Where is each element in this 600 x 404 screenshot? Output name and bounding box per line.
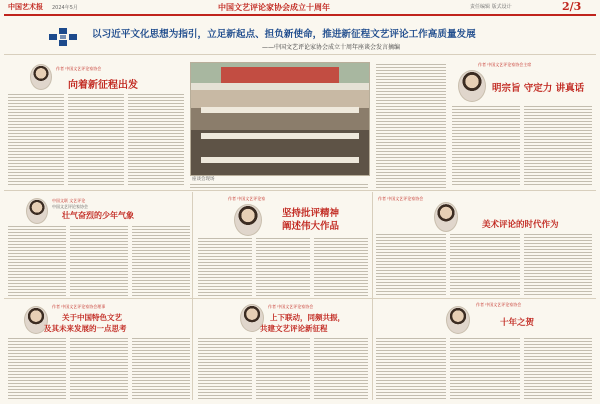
article-title-a3: 壮气奋烈的少年气象 [62, 210, 134, 220]
article-body-a3c [132, 226, 190, 296]
article-title-a6-line2: 及其未来发展的一点思考 [44, 324, 127, 333]
article-body-a4b [256, 238, 310, 296]
article-title-a4-line1: 坚持批评精神 [282, 208, 340, 219]
lead-title: 以习近平文化思想为指引，立足新起点、担负新使命，推进新征程文艺评论工作高质量发展 [92, 29, 476, 40]
masthead [0, 0, 600, 14]
article-body-a1c [128, 94, 184, 186]
lead-subtitle: ——中国文艺评论家协会成立十周年座谈会发言摘编 [262, 44, 401, 51]
article-body-a2b [524, 106, 592, 186]
lead-body-right [376, 64, 446, 188]
column-separator-left [192, 192, 193, 400]
article-body-a3b [70, 226, 128, 296]
masthead-rule [4, 14, 596, 16]
lead-rule [4, 54, 596, 55]
author-sub-a3: 中国文艺评论家协会 [52, 204, 88, 209]
article-body-a6c [132, 338, 190, 400]
logo-icon [48, 26, 78, 48]
author-tag-a4: 作者 中国文艺评论家 [228, 196, 266, 201]
column-separator-right [372, 192, 373, 400]
article-title-a4-line2: 阐述伟大作品 [282, 221, 340, 232]
author-tag-a7: 作者 中国文艺评论家协会 [268, 304, 314, 309]
author-avatar-a2 [458, 70, 486, 102]
article-title-a7-line2: 共建文艺评论新征程 [260, 324, 328, 333]
article-body-a4c [314, 238, 368, 296]
article-body-a6b [70, 338, 128, 400]
article-body-a1 [8, 94, 64, 186]
author-tag-a1: 作者 中国文艺评论家协会 [56, 66, 102, 71]
article-body-a4 [198, 238, 252, 296]
article-title-a8: 十年之贺 [500, 318, 535, 328]
article-title-a6-line1: 关于中国特色文艺 [62, 313, 122, 322]
author-tag-a6: 作者 中国文艺评论家协会理事 [52, 304, 106, 309]
photo-scene [191, 63, 369, 175]
article-body-a7c [314, 338, 368, 400]
lead-body [190, 184, 368, 188]
article-body-a5 [376, 234, 446, 296]
article-body-a8 [376, 338, 446, 400]
author-avatar-a1 [30, 64, 52, 90]
article-body-a6 [8, 338, 66, 400]
row2-rule [4, 298, 596, 299]
article-body-a5b [450, 234, 520, 296]
date-line: 2024年5月 [52, 5, 78, 11]
article-body-a1b [68, 94, 124, 186]
article-body-a7b [256, 338, 310, 400]
author-tag-a5: 作者 中国文艺评论家协会 [378, 196, 424, 201]
article-title-a2: 明宗旨 守定力 讲真话 [492, 83, 585, 94]
photo-caption: 座谈会现场 [192, 177, 215, 182]
right-info: 责任编辑 版式设计 [470, 4, 512, 10]
author-avatar-a3 [26, 198, 48, 224]
paper-name: 中国艺术报 [8, 2, 43, 11]
page-number: 2/3 [562, 0, 582, 13]
article-body-a8b [450, 338, 520, 400]
author-avatar-a5 [434, 202, 458, 232]
article-body-a5c [524, 234, 592, 296]
association-logo [48, 26, 78, 48]
article-title-a5: 美术评论的时代作为 [482, 220, 559, 230]
article-body-a2 [452, 106, 520, 186]
article-title-a1: 向着新征程出发 [68, 80, 138, 91]
article-body-a7 [198, 338, 252, 400]
author-tag-a8: 作者 中国文艺评论家协会 [476, 302, 522, 307]
conference-photo [190, 62, 370, 176]
article-body-a8c [524, 338, 592, 400]
article-title-a7-line1: 上下联动，同频共振， [270, 313, 345, 322]
row1-rule [4, 190, 596, 191]
article-body-a3 [8, 226, 66, 296]
author-tag-a2: 作者 中国文艺评论家协会主席 [478, 62, 532, 67]
author-tag-a3: 中国文联 文艺评论 [52, 198, 86, 203]
author-avatar-a4 [234, 204, 262, 236]
section-title: 中国文艺评论家协会成立十周年 [218, 2, 330, 12]
author-avatar-a8 [446, 306, 470, 334]
